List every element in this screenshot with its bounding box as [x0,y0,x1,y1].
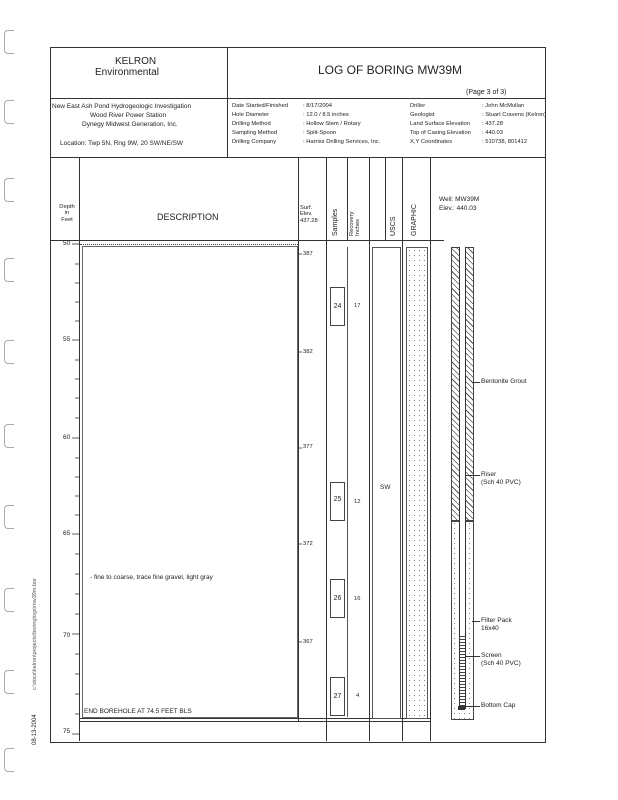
graphic-column [406,247,428,719]
elevation-ticks [298,240,306,740]
description-body [82,246,298,718]
description-text: - fine to coarse, trace fine gravel, light gray [90,574,213,581]
project-location: Location: Twp 5N, Rng 9W, 20 SW/NE/SW [60,140,184,147]
log-title: LOG OF BORING MW39M [318,63,463,77]
depth-tick-label: 55 [63,336,71,343]
surf-elev-header: Surf. Elev. 437.28 [300,205,318,224]
well-header: Well: MW39M [439,196,480,203]
description-header: DESCRIPTION [157,212,219,222]
uscs-column [372,247,401,719]
sample-box: 24 [330,287,345,326]
depth-tick-label: 50 [63,240,71,247]
sample-box: 27 [330,677,345,716]
company-name: KELRON [115,56,157,67]
recovery-header: Recovery Inches [349,211,361,236]
sample-recovery: 12 [354,499,361,505]
sidebar-date: 08-13-2004 [32,714,38,745]
project-line-3: Dynegy Midwest Generation, Inc. [82,121,178,128]
sample-recovery: 4 [356,693,360,699]
project-line-1: New East Ash Pond Hydrogeologic Investigation [52,103,192,110]
company-division: Environmental [95,67,159,78]
sidebar-path: c:\docs\kelron\projects\boringlogs\mw39m.bor [32,578,38,690]
depth-tick-label: 70 [63,632,71,639]
elev-header: Elev.: 440.03 [439,205,477,212]
uscs-code: SW [380,484,391,491]
depth-tick-label: 65 [63,530,71,537]
uscs-header: USCS [390,216,397,236]
samples-header: Samples [332,208,339,236]
depth-header: Depth in Feet [59,204,75,223]
project-line-2: Wood River Power Station [90,112,167,119]
graphic-header: GRAPHIC [411,204,418,236]
sample-box: 26 [330,579,345,618]
sample-recovery: 16 [354,596,361,602]
depth-tick-label: 75 [63,728,71,735]
end-borehole-text: END BOREHOLE AT 74.5 FEET BLS [84,708,192,715]
sample-recovery: 17 [354,303,361,309]
depth-tick-label: 60 [63,434,71,441]
top-dotted-line [80,244,298,245]
sample-box: 25 [330,482,345,521]
page-number: (Page 3 of 3) [466,89,507,96]
